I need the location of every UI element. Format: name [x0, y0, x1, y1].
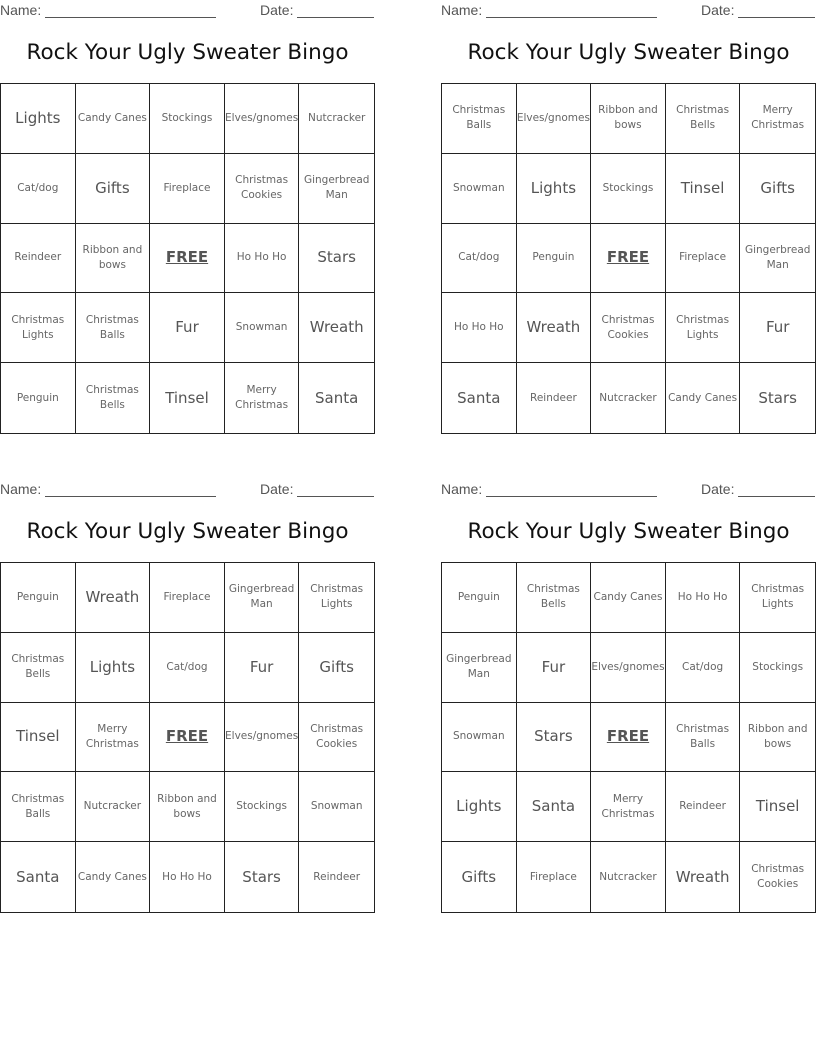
bingo-cell: Tinsel: [150, 363, 225, 433]
bingo-grid: [0, 83, 375, 434]
bingo-cell: Tinsel: [1, 703, 76, 773]
date-field: [701, 2, 815, 18]
date-field: [260, 2, 374, 18]
bingo-cell: Christmas Balls: [1, 772, 76, 842]
bingo-cell: Elves/gnomes: [517, 84, 592, 154]
bingo-cell: Nutcracker: [299, 84, 374, 154]
bingo-cell: Stockings: [150, 84, 225, 154]
bingo-cell: Snowman: [442, 703, 517, 773]
bingo-cell: Merry Christmas: [740, 84, 815, 154]
name-blank-line: [45, 482, 216, 497]
bingo-cell: Elves/gnomes: [591, 633, 666, 703]
name-field: [441, 481, 657, 497]
bingo-cell: Fur: [740, 293, 815, 363]
bingo-cell: Christmas Bells: [1, 633, 76, 703]
bingo-cell: Gingerbread Man: [442, 633, 517, 703]
date-field: [701, 481, 815, 497]
bingo-cell: Merry Christmas: [591, 772, 666, 842]
name-label: Name:: [441, 481, 483, 497]
bingo-cell: Stars: [758, 388, 797, 407]
bingo-cell: Merry Christmas: [76, 703, 151, 773]
bingo-cell: Christmas Lights: [666, 293, 741, 363]
name-field: [0, 2, 216, 18]
bingo-cell: Fur: [517, 633, 592, 703]
bingo-cell: Reindeer: [517, 363, 592, 433]
bingo-cell: Gifts: [76, 154, 151, 224]
bingo-cell: Candy Canes: [666, 363, 741, 433]
bingo-cell: Gifts: [299, 633, 374, 703]
bingo-cell: Candy Canes: [591, 563, 666, 633]
bingo-cell: Lights: [1, 84, 76, 154]
bingo-cell: Candy Canes: [76, 842, 151, 912]
bingo-cell: Snowman: [442, 154, 517, 224]
bingo-cell: Elves/gnomes: [225, 84, 300, 154]
bingo-cell: Christmas Lights: [740, 563, 815, 633]
date-blank-line: [297, 3, 374, 18]
bingo-cell: Ho Ho Ho: [666, 563, 741, 633]
card-header: [0, 0, 375, 20]
bingo-cell: Stockings: [740, 633, 815, 703]
bingo-cell: Stars: [517, 703, 592, 773]
bingo-cell: Cat/dog: [150, 633, 225, 703]
bingo-cell: Stars: [225, 842, 300, 912]
bingo-cell: Christmas Balls: [442, 84, 517, 154]
bingo-cell: Wreath: [517, 293, 592, 363]
name-field: [441, 2, 657, 18]
bingo-cell: Fireplace: [666, 224, 741, 294]
bingo-cell: Ho Ho Ho: [225, 224, 300, 294]
bingo-cell: Fireplace: [517, 842, 592, 912]
bingo-cell: Wreath: [76, 563, 151, 633]
date-blank-line: [738, 3, 815, 18]
card-title: Rock Your Ugly Sweater Bingo: [26, 40, 349, 65]
card-title: Rock Your Ugly Sweater Bingo: [26, 519, 349, 544]
free-space: FREE: [150, 703, 225, 773]
name-label: Name:: [0, 2, 42, 18]
bingo-cell: Snowman: [225, 293, 300, 363]
bingo-cell: Gifts: [442, 842, 517, 912]
date-label: Date:: [260, 2, 294, 18]
card-title: Rock Your Ugly Sweater Bingo: [467, 40, 790, 65]
bingo-cell: Nutcracker: [591, 842, 666, 912]
bingo-grid: [441, 83, 816, 434]
bingo-cell: Wreath: [299, 293, 374, 363]
bingo-cell: Gingerbread Man: [299, 154, 374, 224]
date-blank-line: [738, 482, 815, 497]
bingo-cell: Christmas Cookies: [299, 703, 374, 773]
bingo-cell: Penguin: [1, 363, 76, 433]
bingo-cell: Christmas Balls: [666, 703, 741, 773]
bingo-cell: Fireplace: [150, 563, 225, 633]
name-field: [0, 481, 216, 497]
bingo-cell: Gingerbread Man: [740, 224, 815, 294]
bingo-cell: Tinsel: [740, 772, 815, 842]
date-label: Date:: [701, 481, 735, 497]
free-space: FREE: [150, 224, 225, 294]
bingo-cell: Merry Christmas: [225, 363, 300, 433]
bingo-cell: Christmas Lights: [299, 563, 374, 633]
bingo-cell: Ribbon and bows: [150, 772, 225, 842]
name-label: Name:: [441, 2, 483, 18]
bingo-grid: [0, 562, 375, 913]
bingo-cell: Stars: [299, 224, 374, 294]
date-label: Date:: [701, 2, 735, 18]
bingo-cell: Fireplace: [150, 154, 225, 224]
bingo-cell: Penguin: [517, 224, 592, 294]
name-label: Name:: [0, 481, 42, 497]
bingo-cell: Cat/dog: [666, 633, 741, 703]
bingo-cell: Ho Ho Ho: [150, 842, 225, 912]
name-blank-line: [486, 3, 657, 18]
bingo-cell: Christmas Cookies: [591, 293, 666, 363]
bingo-cell: Christmas Cookies: [751, 863, 805, 891]
bingo-cell: Penguin: [1, 563, 76, 633]
bingo-cell: Nutcracker: [591, 363, 666, 433]
bingo-cell: Christmas Cookies: [225, 154, 300, 224]
bingo-cell: Gifts: [740, 154, 815, 224]
name-blank-line: [486, 482, 657, 497]
bingo-cell: Santa: [442, 363, 517, 433]
bingo-cell: Christmas Bells: [666, 84, 741, 154]
bingo-cell: Snowman: [299, 772, 374, 842]
bingo-cell: Tinsel: [666, 154, 741, 224]
date-blank-line: [297, 482, 374, 497]
bingo-cell: Christmas Lights: [1, 293, 76, 363]
bingo-cell: Cat/dog: [442, 224, 517, 294]
bingo-cell: Ribbon and bows: [740, 703, 815, 773]
card-title: Rock Your Ugly Sweater Bingo: [467, 519, 790, 544]
bingo-cell: Santa: [1, 842, 76, 912]
card-header: [441, 0, 816, 20]
bingo-cell: Ribbon and bows: [591, 84, 666, 154]
bingo-cell: Cat/dog: [1, 154, 76, 224]
bingo-cell: Reindeer: [666, 772, 741, 842]
bingo-cell: Wreath: [666, 842, 741, 912]
bingo-cell: Lights: [442, 772, 517, 842]
name-blank-line: [45, 3, 216, 18]
bingo-cell: Elves/gnomes: [225, 703, 300, 773]
date-label: Date:: [260, 481, 294, 497]
bingo-cell: Nutcracker: [76, 772, 151, 842]
bingo-cell: Reindeer: [1, 224, 76, 294]
bingo-grid: [441, 562, 816, 913]
free-space: FREE: [591, 703, 666, 773]
card-header: [441, 479, 816, 499]
bingo-cell: Candy Canes: [76, 84, 151, 154]
bingo-cell: Ribbon and bows: [76, 224, 151, 294]
bingo-cell: Christmas Balls: [76, 293, 151, 363]
bingo-cell: Stockings: [225, 772, 300, 842]
bingo-cell: Fur: [150, 293, 225, 363]
date-field: [260, 481, 374, 497]
bingo-cell: Stockings: [591, 154, 666, 224]
bingo-cell: Christmas Bells: [76, 363, 151, 433]
bingo-cell: Reindeer: [313, 870, 361, 883]
bingo-cell: Ho Ho Ho: [442, 293, 517, 363]
bingo-cell: Fur: [225, 633, 300, 703]
bingo-cell: Lights: [517, 154, 592, 224]
bingo-cell: Lights: [76, 633, 151, 703]
bingo-cell: Gingerbread Man: [225, 563, 300, 633]
bingo-cell: Santa: [315, 388, 359, 407]
bingo-cell: Christmas Bells: [517, 563, 592, 633]
free-space: FREE: [591, 224, 666, 294]
bingo-cell: Penguin: [442, 563, 517, 633]
bingo-cell: Santa: [517, 772, 592, 842]
card-header: [0, 479, 375, 499]
